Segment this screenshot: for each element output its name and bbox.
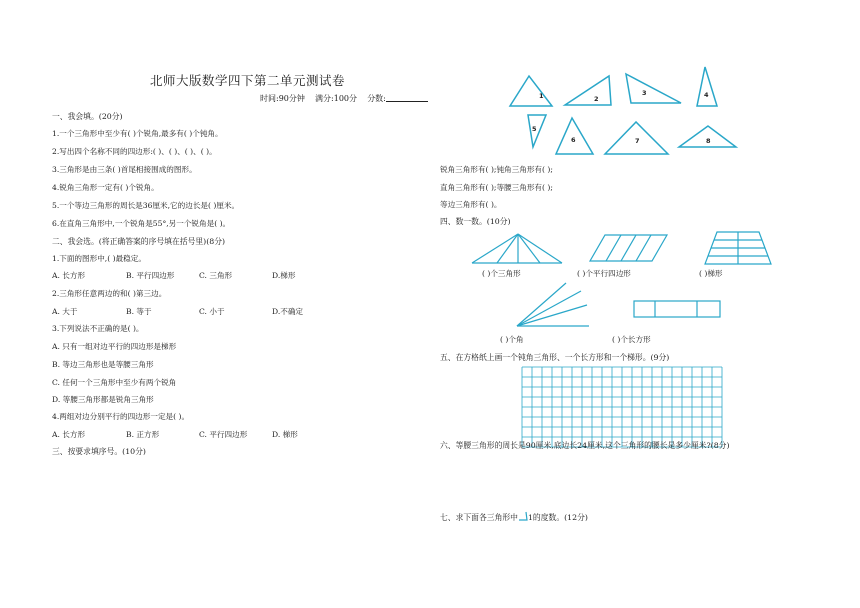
section-7-text-a: 七、求下面各三角形中 — [440, 513, 518, 522]
q2-4-option-a: A. 长方形 — [52, 430, 86, 439]
q2-1-option-c: C. 三角形 — [199, 271, 233, 280]
exam-full-score: 满分:100分 — [315, 94, 358, 103]
triangle-label-8: 8 — [706, 137, 711, 145]
q3-equilateral: 等边三角形有( )。 — [440, 200, 502, 209]
triangle-label-1: 1 — [539, 92, 544, 100]
triangle-label-5: 5 — [532, 125, 537, 133]
section-3-heading: 三、按要求填序号。(10分) — [52, 447, 146, 456]
q2-2-option-c: C. 小于 — [199, 307, 225, 316]
q2-2: 2.三角形任意两边的和( )第三边。 — [52, 289, 167, 298]
section-5-heading: 五、在方格纸上画一个钝角三角形、一个长方形和一个梯形。(9分) — [440, 353, 670, 362]
q1-5: 5.一个等边三角形的周长是36厘米,它的边长是( )厘米。 — [52, 201, 240, 210]
count-parallelograms: ( )个平行四边形 — [577, 269, 631, 278]
triangle-label-4: 4 — [704, 91, 709, 99]
q3-right-isosceles: 直角三角形有( );等腰三角形有( ); — [440, 183, 553, 192]
count-angles: ( )个角 — [500, 335, 524, 344]
q2-2-option-b: B. 等于 — [126, 307, 152, 316]
q1-3: 3.三角形是由三条( )首尾相接围成的图形。 — [52, 165, 197, 174]
q2-3: 3.下列说法不正确的是( )。 — [52, 324, 144, 333]
q2-4-option-c: C. 平行四边形 — [199, 430, 248, 439]
q3-acute-obtuse: 锐角三角形有( );钝角三角形有( ); — [440, 165, 553, 174]
page-title: 北师大版数学四下第二单元测试卷 — [150, 73, 346, 88]
triangle-label-6: 6 — [571, 136, 576, 144]
q2-3-option-c: C. 任何一个三角形中至少有两个锐角 — [52, 378, 177, 387]
q1-4: 4.锐角三角形一定有( )个锐角。 — [52, 183, 159, 192]
q2-3-option-a: A. 只有一组对边平行的四边形是梯形 — [52, 342, 177, 351]
count-rectangles: ( )个长方形 — [612, 335, 651, 344]
q1-2: 2.写出四个名称不同的四边形:( )、( )、( )、( )。 — [52, 147, 217, 156]
q1-1: 1.一个三角形中至少有( )个锐角,最多有( )个钝角。 — [52, 129, 223, 138]
q2-4: 4.两组对边分别平行的四边形一定是( )。 — [52, 412, 190, 421]
q1-6: 6.在直角三角形中,一个锐角是55°,另一个锐角是( )。 — [52, 219, 231, 228]
q2-2-option-d: D.不确定 — [272, 307, 304, 316]
count-trapezoids: ( )梯形 — [699, 269, 723, 278]
q2-1-option-a: A. 长方形 — [52, 271, 86, 280]
angle-icon — [518, 511, 528, 521]
section-7-heading — [440, 511, 588, 523]
triangle-label-7: 7 — [635, 137, 640, 145]
section-4-heading: 四、数一数。(10分) — [440, 217, 511, 226]
triangle-label-3: 3 — [642, 89, 647, 97]
triangle-label-2: 2 — [594, 95, 599, 103]
exam-time: 时间:90分钟 — [260, 94, 305, 103]
count-triangles: ( )个三角形 — [482, 269, 521, 278]
q2-3-option-d: D. 等腰三角形都是锐角三角形 — [52, 395, 154, 404]
section-7-text-b: 1的度数。(12分) — [527, 513, 588, 522]
q2-4-option-b: B. 正方形 — [126, 430, 160, 439]
q2-2-option-a: A. 大于 — [52, 307, 78, 316]
q2-1-option-b: B. 平行四边形 — [126, 271, 175, 280]
q2-3-option-b: B. 等边三角形也是等腰三角形 — [52, 360, 154, 369]
section-2-heading: 二、我会选。(将正确答案的序号填在括号里)(8分) — [52, 237, 226, 246]
section-6-heading: 六、等腰三角形的周长是90厘米,底边长24厘米,这个三角形的腰长是多少厘米?(8分) — [440, 441, 730, 450]
q2-4-option-d: D. 梯形 — [272, 430, 298, 439]
section-1-heading: 一、我会填。(20分) — [52, 112, 123, 121]
exam-score-label: 分数: — [367, 94, 386, 103]
q2-1-option-d: D.梯形 — [272, 271, 296, 280]
q2-1: 1.下面的图形中,( )最稳定。 — [52, 254, 146, 263]
